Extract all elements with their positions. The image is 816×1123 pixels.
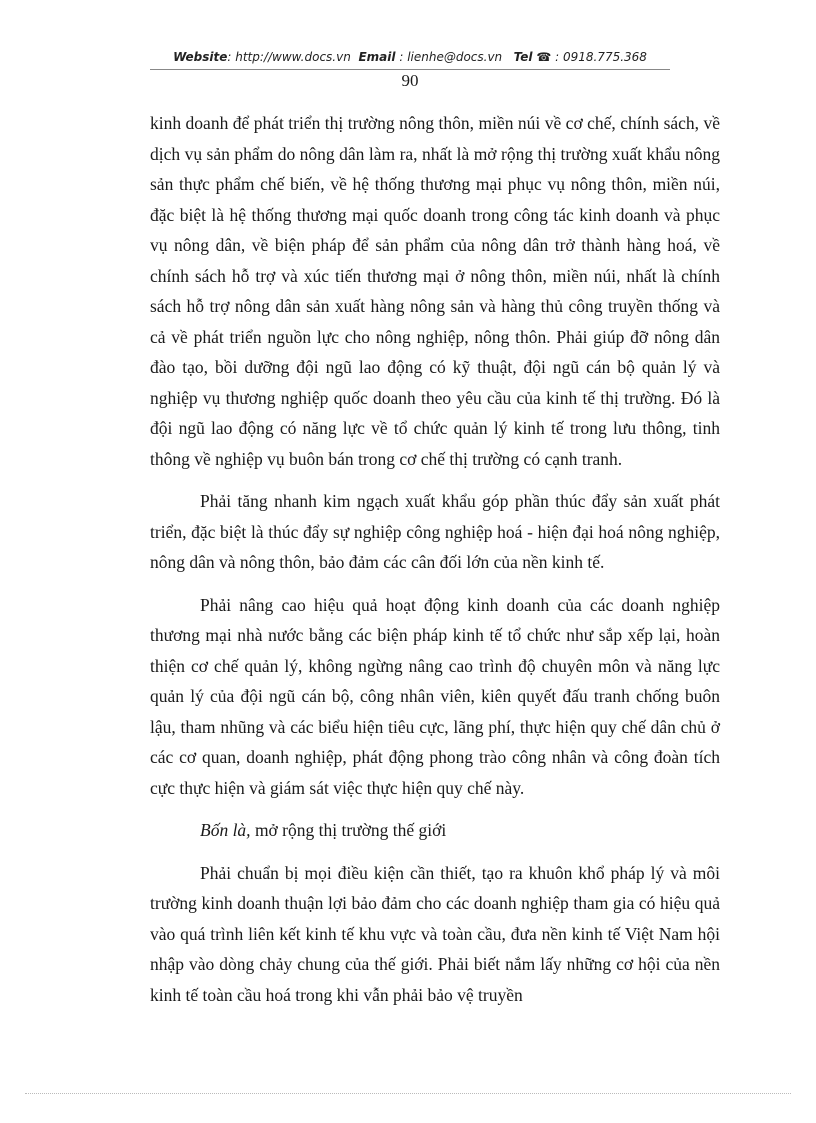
section-heading-text: mở rộng thị trường thế giới	[250, 820, 447, 840]
page-number: 90	[401, 71, 419, 90]
page-bottom-border	[25, 1093, 791, 1094]
website-value[interactable]: : http://www.docs.vn	[227, 50, 351, 64]
tel-value: ☎ : 0918.775.368	[532, 50, 647, 64]
page-header	[150, 50, 670, 64]
header-divider	[150, 69, 670, 70]
tel-label: Tel	[513, 50, 533, 64]
paragraph-3: Phải nâng cao hiệu quả hoạt động kinh doanh của các doanh nghiệp thương mại nhà nước bằng các biện pháp kinh tế tổ chức như sắp xếp lại, hoàn thiện cơ chế quản lý, không ngừng nâng cao trình độ chuyên môn và năng lực quản lý của đội ngũ cán bộ, công nhân viên, kiên quyết đấu tranh chống buôn lậu, tham nhũng và các biểu hiện tiêu cực, lãng phí, thực hiện quy chế dân chủ ở các cơ quan, doanh nghiệp, phát động phong trào công nhân và công đoàn tích cực thực hiện và giám sát việc thực hiện quy chế này.	[150, 594, 720, 798]
paragraph-4: Phải chuẩn bị mọi điều kiện cần thiết, tạo ra khuôn khổ pháp lý và môi trường kinh doanh thuận lợi bảo đảm cho các doanh nghiệp tham gia có hiệu quả vào quá trình liên kết kinh tế khu vực và toàn cầu, đưa nền kinh tế Việt Nam hội nhập vào dòng chảy chung của thế giới. Phải biết nắm lấy những cơ hội của nền kinh tế toàn cầu hoá trong khi vẫn phải bảo vệ truyền	[150, 862, 720, 1005]
section-heading-ordinal: Bốn là,	[200, 820, 251, 840]
website-label: Website	[173, 50, 228, 64]
paragraph-2: Phải tăng nhanh kim ngạch xuất khẩu góp phần thúc đẩy sản xuất phát triển, đặc biệt là thúc đẩy sự nghiệp công nghiệp hoá - hiện đại hoá nông nghiệp, nông dân và nông thôn, bảo đảm các cân đối lớn của nền kinh tế.	[150, 491, 720, 572]
paragraph-1: kinh doanh để phát triển thị trường nông thôn, miền núi về cơ chế, chính sách, về dịch vụ sản phẩm do nông dân làm ra, nhất là mở rộng thị trường xuất khẩu nông sản thực phẩm chế biến, về hệ thống thương mại phục vụ nông thôn, miền núi, đặc biệt là hệ thống thương mại quốc doanh trong công tác kinh doanh và phục vụ nông dân, về biện pháp để sản phẩm của nông dân trở thành hàng hoá, về chính sách hỗ trợ và xúc tiến thương mại ở nông thôn, miền núi, nhất là chính sách hỗ trợ nông dân sản xuất hàng nông sản và hàng thủ công truyền thống và cả về phát triển nguồn lực cho nông nghiệp, nông thôn. Phải giúp đỡ nông dân đào tạo, bồi dưỡng đội ngũ lao động có kỹ thuật, đội ngũ cán bộ quản lý và nghiệp vụ thương nghiệp quốc doanh theo yêu cầu của kinh tế thị trường. Đó là đội ngũ lao động có năng lực về tổ chức quản lý kinh tế trong lưu thông, tinh thông về nghiệp vụ buôn bán trong cơ chế thị trường có cạnh tranh.	[150, 113, 720, 469]
section-heading	[150, 815, 720, 846]
email-value[interactable]: : lienhe@docs.vn	[395, 50, 503, 64]
document-body	[150, 108, 720, 1022]
email-label: Email	[358, 50, 396, 64]
